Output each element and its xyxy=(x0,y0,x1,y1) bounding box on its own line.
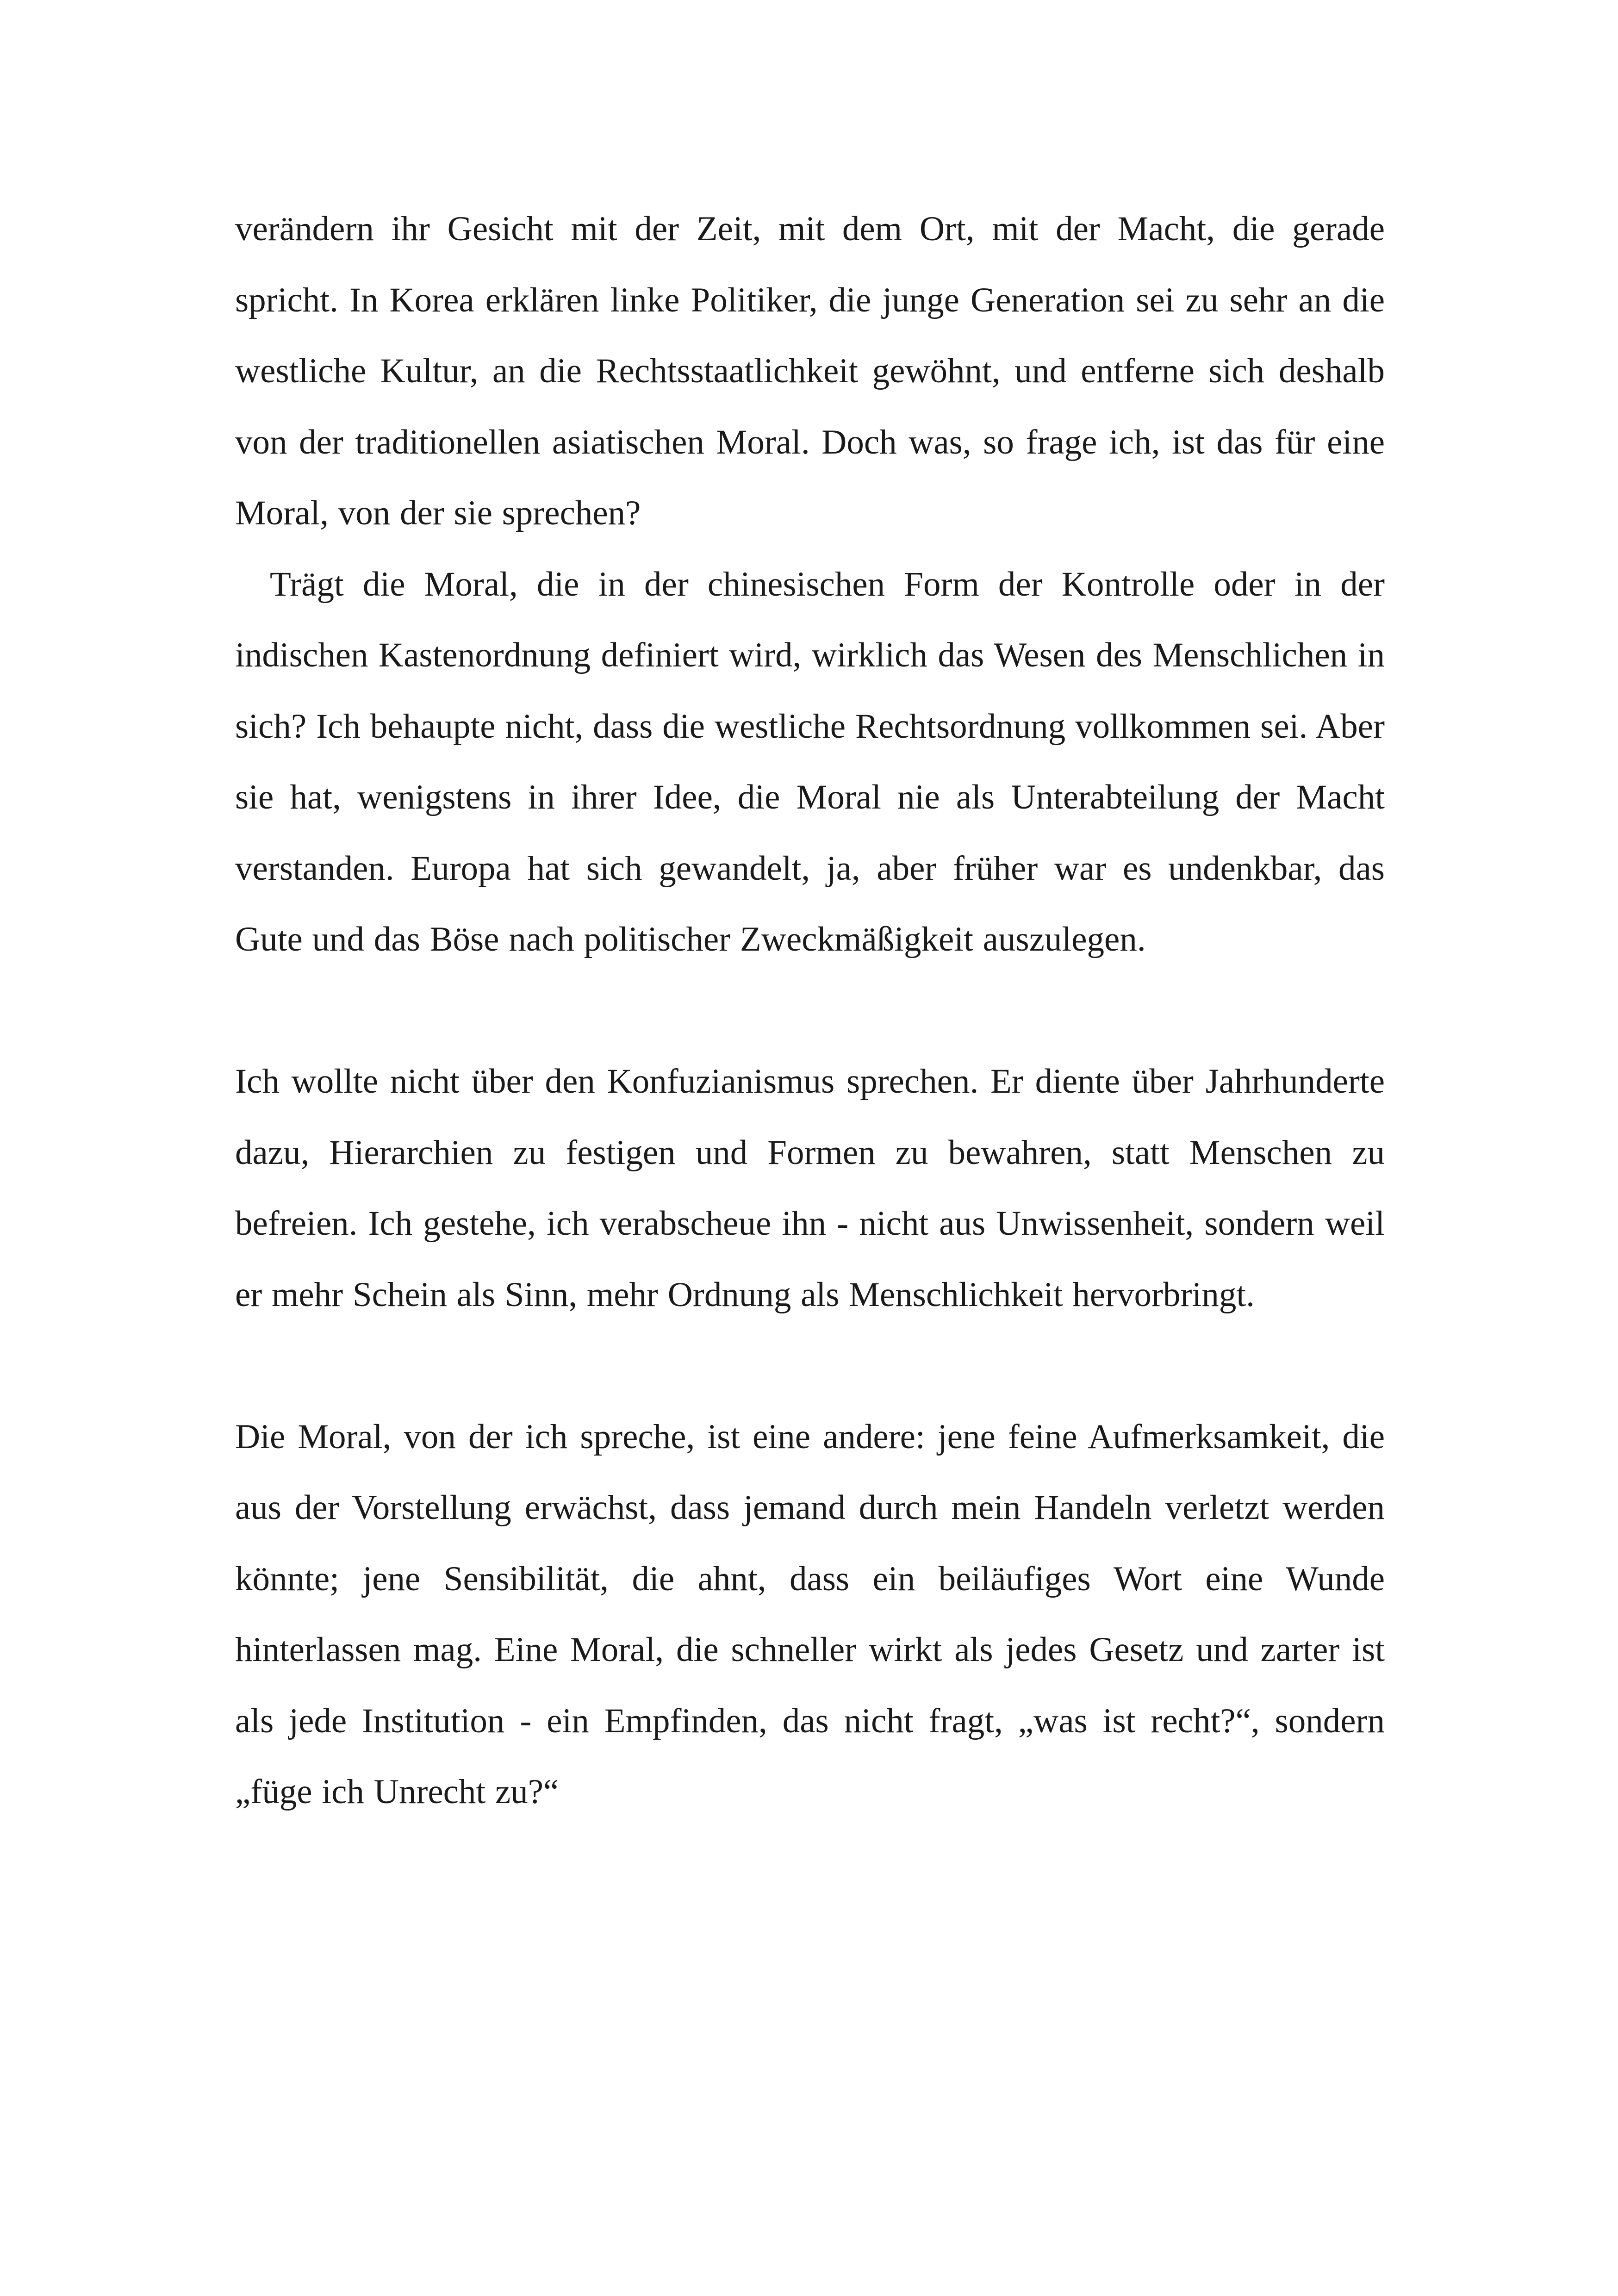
paragraph-4: Die Moral, von der ich spreche, ist eine andere: jene feine Aufmerksamkeit, die aus der Vorstellung erwächst, dass jemand durch mein Handeln verletzt werden könnte; jene Sensibilität, die ahnt, dass ein beiläufiges Wort eine Wunde hinterlassen mag. Eine Moral, die schneller wirkt als jedes Gesetz und zarter ist als jede Institution - ein Empfinden, das nicht fragt, „was ist recht?“, sondern „füge ich Unrecht zu?“ xyxy=(235,1417,1385,1811)
paragraph-3: Ich wollte nicht über den Konfuzianismus sprechen. Er diente über Jahrhunderte dazu, Hierarchien zu festigen und Formen zu bewahren, statt Menschen zu befreien. Ich gestehe, ich verabscheue ihn - nicht aus Unwissenheit, sondern weil er mehr Schein als Sinn, mehr Ordnung als Menschlichkeit hervorbringt. xyxy=(235,1062,1385,1314)
paragraph-1: verändern ihr Gesicht mit der Zeit, mit dem Ort, mit der Macht, die gerade spricht. In Korea erklären linke Politiker, die junge Generation sei zu sehr an die westliche Kultur, an die Rechtsstaatlichkeit gewöhnt, und entferne sich deshalb von der traditionellen asiatischen Moral. Doch was, so frage ich, ist das für eine Moral, von der sie sprechen? xyxy=(235,210,1385,532)
paragraph-2: Trägt die Moral, die in der chinesischen Form der Kontrolle oder in der indischen Kastenordnung definiert wird, wirklich das Wesen des Menschlichen in sich? Ich behaupte nicht, dass die westliche Rechtsordnung vollkommen sei. Aber sie hat, wenigstens in ihrer Idee, die Moral nie als Unterabteilung der Macht verstanden. Europa hat sich gewandelt, ja, aber früher war es undenkbar, das Gute und das Böse nach politischer Zweckmäßigkeit auszulegen. xyxy=(235,565,1385,958)
body-text xyxy=(235,193,1385,1828)
